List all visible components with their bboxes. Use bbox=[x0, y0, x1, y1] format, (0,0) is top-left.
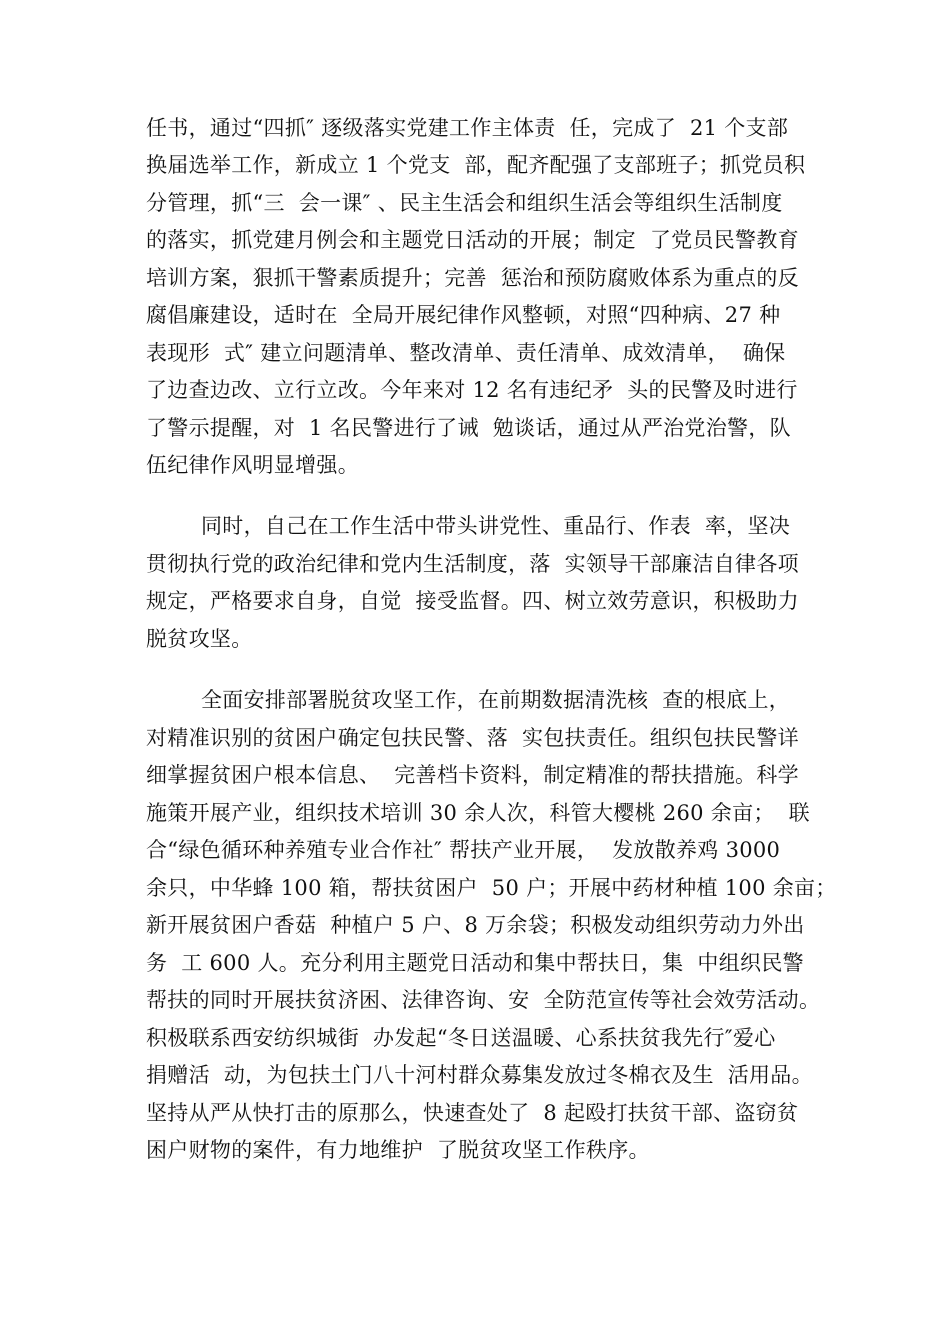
paragraph-3-line-4: 施策开展产业，组织技术培训 30 余人次，科管大樱桃 260 余亩； 联 bbox=[146, 801, 810, 825]
paragraph-1-line-5: 培训方案，狠抓干警素质提升；完善 惩治和预防腐败体系为重点的反 bbox=[146, 266, 799, 290]
paragraph-3-line-3: 细掌握贫困户根本信息、 完善档卡资料，制定精准的帮扶措施。科学 bbox=[146, 763, 799, 787]
paragraph-1-line-2: 换届选举工作，新成立 1 个党支 部，配齐配强了支部班子；抓党员积 bbox=[146, 153, 806, 177]
paragraph-1-line-4: 的落实，抓党建月例会和主题党日活动的开展；制定 了党员民警教育 bbox=[146, 228, 799, 252]
paragraph-2-line-4: 脱贫攻坚。 bbox=[146, 627, 253, 651]
paragraph-3-line-8: 务 工 600 人。充分利用主题党日活动和集中帮扶日，集 中组织民警 bbox=[146, 951, 804, 975]
paragraph-1-line-8: 了边查边改、立行立改。今年来对 12 名有违纪矛 头的民警及时进行 bbox=[146, 378, 798, 402]
paragraph-3-line-9: 帮扶的同时开展扶贫济困、法律咨询、安 全防范宣传等社会效劳活动。 bbox=[146, 988, 821, 1012]
paragraph-3-line-6: 余只，中华蜂 100 箱，帮扶贫困户 50 户；开展中药材种植 100 余亩； bbox=[146, 876, 837, 900]
paragraph-1-line-10: 伍纪律作风明显增强。 bbox=[146, 453, 359, 477]
paragraph-3-line-1: 全面安排部署脱贫攻坚工作，在前期数据清洗核 查的根底上， bbox=[201, 688, 791, 712]
paragraph-1-line-3: 分管理，抓“三 会一课″ 、民主生活会和组织生活会等组织生活制度 bbox=[146, 191, 783, 215]
paragraph-3-line-5: 合“绿色循环种养殖专业合作社″ 帮扶产业开展， 发放散养鸡 3000 bbox=[146, 838, 781, 862]
paragraph-3-line-10: 积极联系西安纺织城街 办发起“冬日送温暖、心系扶贫我先行″爱心 bbox=[146, 1026, 776, 1050]
paragraph-1-line-7: 表现形 式″ 建立问题清单、整改清单、责任清单、成效清单， 确保 bbox=[146, 341, 786, 365]
paragraph-3-line-12: 坚持从严从快打击的原那么，快速查处了 8 起殴打扶贫干部、盗窃贫 bbox=[146, 1101, 799, 1125]
paragraph-1-line-9: 了警示提醒，对 1 名民警进行了诫 勉谈话，通过从严治党治警，队 bbox=[146, 416, 791, 440]
paragraph-3-line-7: 新开展贫困户香菇 种植户 5 户、8 万余袋；积极发动组织劳动力外出 bbox=[146, 913, 805, 937]
paragraph-3-line-2: 对精准识别的贫困户确定包扶民警、落 实包扶责任。组织包扶民警详 bbox=[146, 726, 799, 750]
paragraph-1-line-1: 任书，通过“四抓″ 逐级落实党建工作主体责 任，完成了 21 个支部 bbox=[146, 116, 789, 140]
paragraph-2-line-2: 贯彻执行党的政治纪律和党内生活制度，落 实领导干部廉洁自律各项 bbox=[146, 552, 799, 576]
paragraph-2-line-3: 规定，严格要求自身，自觉 接受监督。四、树立效劳意识，积极助力 bbox=[146, 589, 799, 613]
paragraph-2-line-1: 同时，自己在工作生活中带头讲党性、重品行、作表 率，坚决 bbox=[201, 514, 791, 538]
paragraph-3-line-11: 捐赠活 动，为包扶土门八十河村群众募集发放过冬棉衣及生 活用品。 bbox=[146, 1063, 813, 1087]
paragraph-1-line-6: 腐倡廉建设，适时在 全局开展纪律作风整顿，对照“四种病、27 种 bbox=[146, 303, 781, 327]
paragraph-3-line-13: 困户财物的案件，有力地维护 了脱贫攻坚工作秩序。 bbox=[146, 1138, 650, 1162]
